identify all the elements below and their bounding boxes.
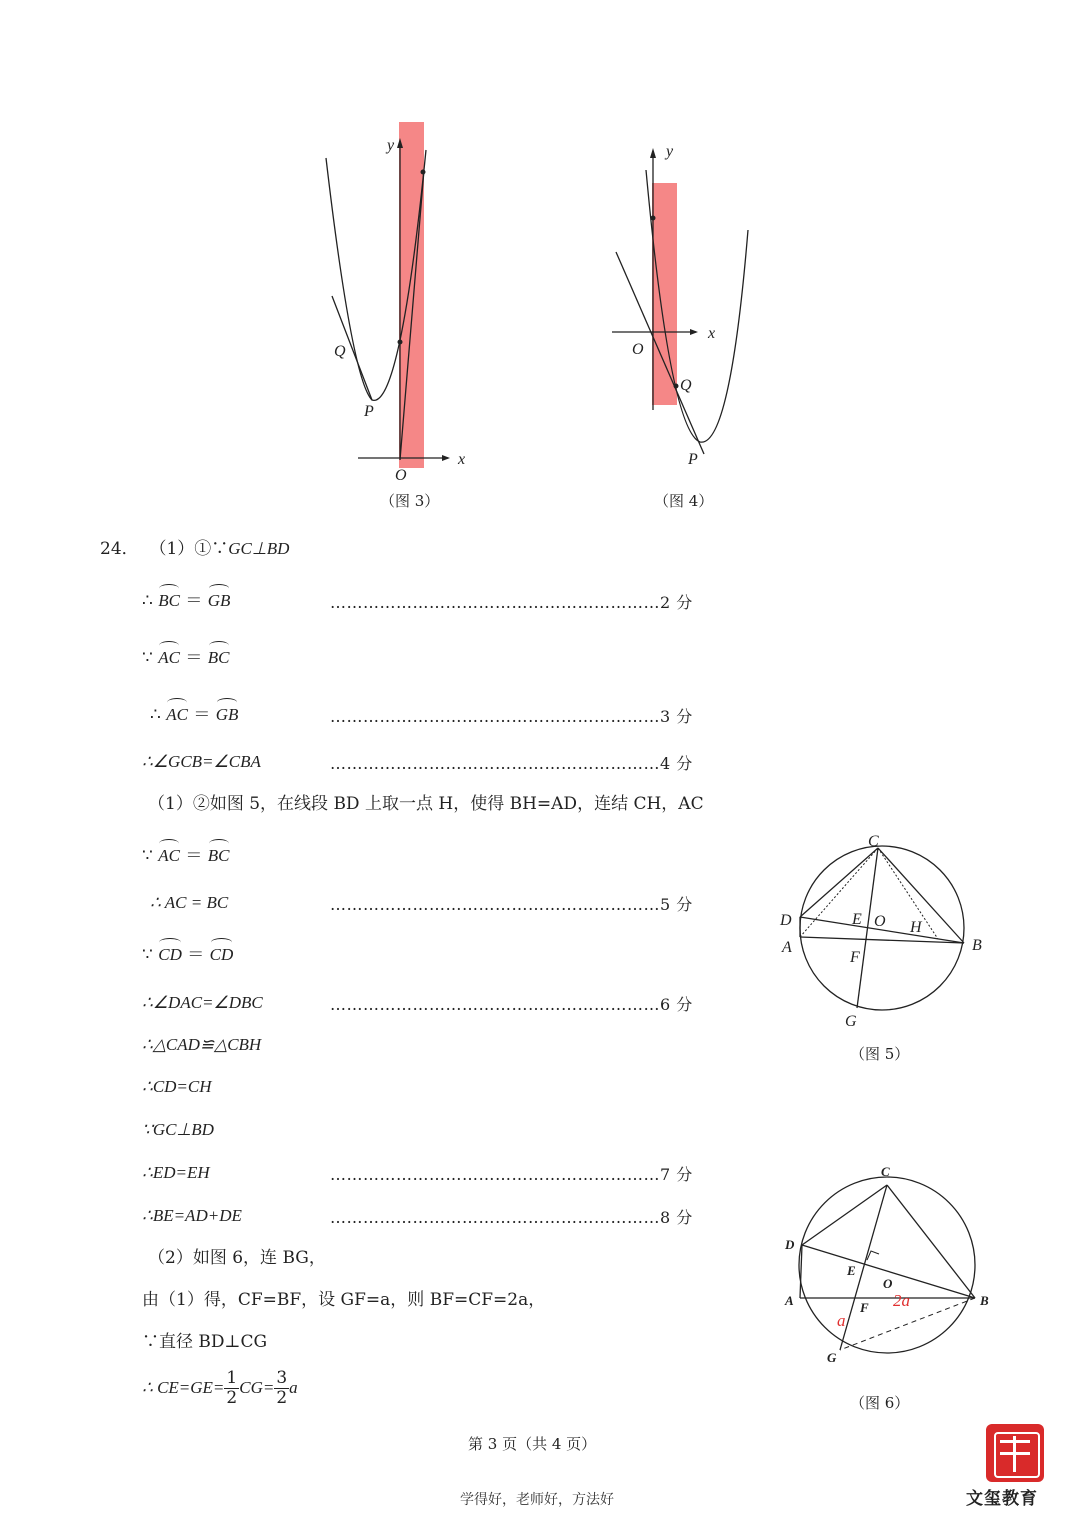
- equals: ＝: [193, 705, 211, 725]
- step-16: [142, 1368, 298, 1408]
- step-16-lead: ∴ CE=GE=: [142, 1378, 225, 1397]
- part1-relation: GC⊥BD: [228, 539, 290, 558]
- step-11: ∵GC⊥BD: [142, 1120, 214, 1139]
- highlight-band: [399, 122, 424, 468]
- label-b: B: [972, 937, 982, 954]
- label-g: G: [827, 1350, 837, 1365]
- because-symbol: ∵: [142, 648, 153, 668]
- step-15: ∵直径 BD⊥CG: [142, 1332, 268, 1352]
- step-16-mid: CG=: [239, 1378, 275, 1397]
- label-length-a: a: [837, 1311, 846, 1330]
- label-o: O: [874, 913, 886, 930]
- denominator: 2: [276, 1388, 288, 1408]
- equals: ＝: [185, 648, 203, 668]
- label-h: H: [910, 919, 922, 936]
- point: [674, 384, 679, 389]
- label-q: Q: [334, 343, 346, 360]
- label-c: C: [881, 1164, 890, 1179]
- figure-6-caption: （图 6）: [850, 1394, 910, 1412]
- arc-cd: CD: [210, 943, 234, 967]
- step-10: ∴CD=CH: [142, 1077, 212, 1096]
- step-5: [142, 844, 230, 868]
- label-p: P: [364, 403, 374, 420]
- therefore-symbol: ∴: [150, 705, 161, 725]
- brand-seal-logo: [986, 1424, 1044, 1482]
- label-x: x: [458, 451, 466, 468]
- arc-cd: CD: [158, 943, 182, 967]
- y-axis-arrow: [650, 148, 656, 158]
- step-1: [142, 589, 230, 613]
- arc-bc: BC: [208, 646, 230, 670]
- numerator: 3: [276, 1368, 288, 1388]
- fraction-three-halves: [274, 1369, 289, 1408]
- step-3: [150, 703, 238, 727]
- label-f: F: [860, 1300, 869, 1315]
- point: [651, 216, 656, 221]
- right-angle-mark: [867, 1251, 879, 1260]
- figure-3-caption: （图 3）: [380, 492, 440, 510]
- x-axis-arrow: [442, 455, 450, 461]
- step-8: ∴∠DAC=∠DBC: [142, 993, 263, 1012]
- label-x: x: [708, 325, 716, 342]
- label-y: y: [387, 137, 395, 154]
- label-b: B: [980, 1293, 989, 1308]
- part1-intro: （1）①∵: [149, 539, 229, 559]
- part2-intro: （2）如图 6，连 BG，: [148, 1248, 326, 1268]
- point: [398, 340, 403, 345]
- arc-ac: AC: [158, 844, 180, 868]
- score-7: ……………………………………………………7 分: [330, 1165, 693, 1184]
- step-9: ∴△CAD≌△CBH: [142, 1035, 262, 1054]
- highlight-band: [652, 183, 677, 405]
- label-a: A: [782, 939, 792, 956]
- step-2: [142, 646, 230, 670]
- question-header: [100, 537, 289, 561]
- label-a: A: [785, 1293, 794, 1308]
- figure-5-caption: （图 5）: [850, 1045, 910, 1063]
- slogan: 学得好，老师好，方法好: [460, 1492, 614, 1508]
- step-16-tail: a: [289, 1378, 298, 1397]
- chord-ab: [800, 937, 964, 943]
- score-2: ……………………………………………………2 分: [330, 593, 693, 612]
- label-d: D: [785, 1237, 795, 1252]
- figure-4: [600, 130, 760, 475]
- score-6: ……………………………………………………6 分: [330, 995, 693, 1014]
- figure-6: [775, 1160, 995, 1370]
- segment-ch: [878, 848, 938, 939]
- label-length-2a: 2a: [893, 1291, 910, 1310]
- figure-5: [770, 828, 995, 1033]
- arc-gb: GB: [216, 703, 239, 727]
- because-symbol: ∵: [142, 945, 153, 965]
- step-14: 由（1）得，CF=BF，设 GF=a，则 BF=CF=2a，: [142, 1290, 546, 1310]
- denominator: 2: [226, 1388, 238, 1408]
- label-y: y: [666, 143, 674, 160]
- point: [421, 170, 426, 175]
- figure-3: [310, 110, 490, 490]
- arc-ac: AC: [166, 703, 188, 727]
- therefore-symbol: ∴: [142, 591, 153, 611]
- label-f: F: [850, 949, 860, 966]
- score-8: ……………………………………………………8 分: [330, 1208, 693, 1227]
- score-3: ……………………………………………………3 分: [330, 707, 693, 726]
- question-number: 24．: [100, 539, 139, 559]
- label-q: Q: [680, 377, 692, 394]
- part1b-intro: （1）②如图 5，在线段 BD 上取一点 H，使得 BH=AD，连结 CH，AC: [148, 794, 704, 814]
- because-symbol: ∵: [142, 846, 153, 866]
- brand-name: 文玺教育: [966, 1489, 1038, 1509]
- label-c: C: [868, 833, 879, 850]
- figure-4-caption: （图 4）: [654, 492, 714, 510]
- numerator: 1: [226, 1368, 238, 1388]
- step-12: ∴ED=EH: [142, 1163, 210, 1182]
- score-5: ……………………………………………………5 分: [330, 895, 693, 914]
- equals: ＝: [185, 591, 203, 611]
- label-e: E: [847, 1263, 856, 1278]
- step-4: ∴∠GCB=∠CBA: [142, 752, 261, 771]
- arc-bc: BC: [208, 844, 230, 868]
- arc-bc: BC: [158, 589, 180, 613]
- label-o: O: [632, 341, 644, 358]
- label-p: P: [688, 451, 698, 468]
- label-e: E: [852, 911, 862, 928]
- label-o: O: [395, 467, 407, 484]
- label-g: G: [845, 1013, 857, 1030]
- fraction-half: [224, 1369, 239, 1408]
- step-13: ∴BE=AD+DE: [142, 1206, 242, 1225]
- equals: ＝: [187, 945, 205, 965]
- arc-gb: GB: [208, 589, 231, 613]
- page-number: 第 3 页（共 4 页）: [468, 1435, 597, 1453]
- label-d: D: [780, 912, 792, 929]
- score-4: ……………………………………………………4 分: [330, 754, 693, 773]
- x-axis-arrow: [690, 329, 698, 335]
- step-7: [142, 943, 233, 967]
- equals: ＝: [185, 846, 203, 866]
- label-o: O: [883, 1276, 893, 1291]
- chord-cb: [887, 1185, 975, 1298]
- arc-ac: AC: [158, 646, 180, 670]
- step-6: ∴ AC = BC: [150, 893, 229, 912]
